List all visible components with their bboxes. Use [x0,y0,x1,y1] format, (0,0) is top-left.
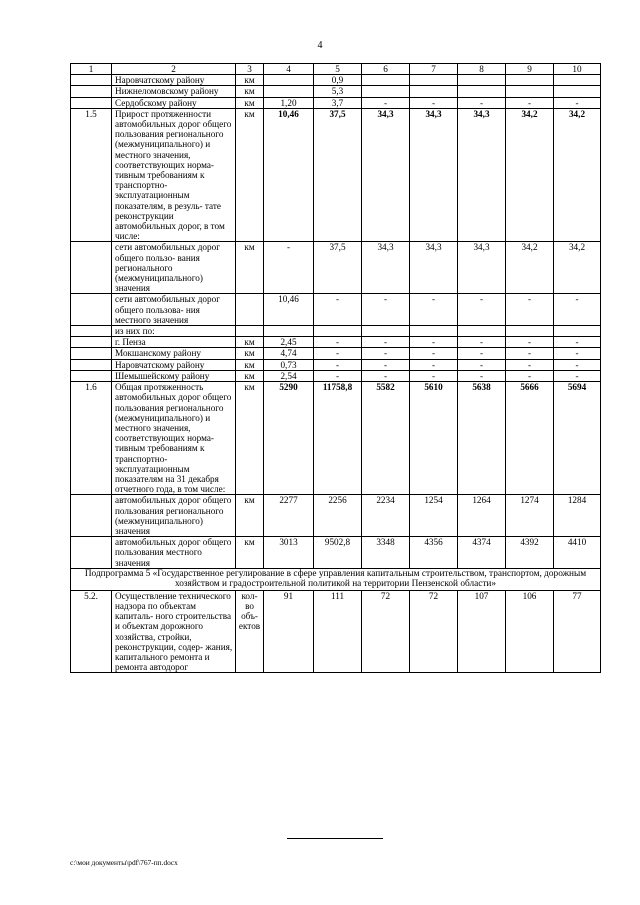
row-number [71,359,112,370]
value-cell: 34,3 [362,108,410,242]
value-cell: - [410,359,458,370]
value-cell [506,75,554,86]
column-number: 5 [314,64,362,75]
indicator-name: Наровчатскому району [112,75,236,86]
table-row [71,590,601,673]
column-number: 3 [236,64,264,75]
value-cell: - [554,370,601,381]
table-row [71,537,601,569]
value-cell: - [554,348,601,359]
value-cell: 37,5 [314,242,362,294]
column-number: 4 [264,64,314,75]
value-cell: 91 [264,590,314,673]
page-number: 4 [317,40,323,51]
row-number [71,242,112,294]
indicator-name: автомобильных дорог общего пользования местного значения [112,537,236,569]
value-cell: - [314,370,362,381]
value-cell: 37,5 [314,108,362,242]
value-cell: 34,3 [458,108,506,242]
value-cell: 1284 [554,495,601,537]
value-cell: - [458,370,506,381]
unit-cell: км [236,86,264,97]
value-cell: - [506,370,554,381]
column-number: 1 [71,64,112,75]
row-number [71,326,112,337]
value-cell: 9502,8 [314,537,362,569]
value-cell [458,86,506,97]
value-cell [554,75,601,86]
value-cell: 34,3 [458,242,506,294]
value-cell: 2,45 [264,337,314,348]
value-cell: 4392 [506,537,554,569]
column-number: 2 [112,64,236,75]
row-number [71,348,112,359]
value-cell: - [410,97,458,108]
value-cell: - [410,294,458,326]
value-cell: 5666 [506,382,554,495]
value-cell [362,75,410,86]
value-cell: 111 [314,590,362,673]
indicator-name: Общая протяженность автомобильных дорог общего пользования регионального (межмуниципального) и местного значения, соответствующих норма- тивным требованиям к транспортно- эксплуатационным показателям на 31 декабря отчетного года, в том числе: [112,382,236,495]
value-cell [362,86,410,97]
table-row [71,294,601,326]
value-cell [506,326,554,337]
indicator-name: сети автомобильных дорог общего пользо- вания регионального (межмуниципального) значения [112,242,236,294]
table-row [71,337,601,348]
value-cell: - [458,348,506,359]
value-cell: - [506,348,554,359]
row-number [71,537,112,569]
column-number-row [71,64,601,75]
value-cell: - [458,337,506,348]
indicator-name: г. Пенза [112,337,236,348]
value-cell [410,75,458,86]
value-cell [458,75,506,86]
value-cell: 10,46 [264,108,314,242]
row-number: 1.5 [71,108,112,242]
indicator-name: Мокшанскому району [112,348,236,359]
indicator-name: Осуществление технического надзора по объектам капиталь- ного строительства и объектам дорожного хозяйства, стройки, реконструкции, содер- жания, капитального ремонта и ремонта автодорог [112,590,236,673]
value-cell [554,326,601,337]
value-cell: - [362,348,410,359]
indicator-name: Нижнеломовскому району [112,86,236,97]
indicator-name: Прирост протяженности автомобильных дорог общего пользования регионального (межмуниципального) и местного значения, соответствующих норма- тивным требованиям к транспортно- эксплуатационным показателям, в резуль- тате реконструкции автомобильных дорог, в том числе: [112,108,236,242]
subprogram-row [71,568,601,590]
value-cell: - [506,294,554,326]
value-cell: 4374 [458,537,506,569]
value-cell: 106 [506,590,554,673]
value-cell [264,326,314,337]
table-row [71,242,601,294]
value-cell [410,326,458,337]
value-cell [506,86,554,97]
indicator-name: сети автомобильных дорог общего пользова- ния местного значения [112,294,236,326]
value-cell: 5610 [410,382,458,495]
value-cell [458,326,506,337]
row-number [71,337,112,348]
value-cell: 4410 [554,537,601,569]
value-cell: 1264 [458,495,506,537]
value-cell: 0,9 [314,75,362,86]
value-cell: - [314,359,362,370]
row-number [71,97,112,108]
value-cell: - [314,294,362,326]
value-cell: 34,3 [410,242,458,294]
row-number [71,75,112,86]
table-row [71,348,601,359]
indicator-name: автомобильных дорог общего пользования регионального (межмуниципального) значения [112,495,236,537]
value-cell: 5,3 [314,86,362,97]
value-cell: 34,3 [410,108,458,242]
table-row [71,382,601,495]
value-cell: - [506,359,554,370]
value-cell: 5290 [264,382,314,495]
value-cell: - [410,337,458,348]
value-cell [264,75,314,86]
indicator-name: Наровчатскому району [112,359,236,370]
value-cell: 3,7 [314,97,362,108]
value-cell: 34,2 [506,108,554,242]
table-row [71,359,601,370]
value-cell: 2234 [362,495,410,537]
value-cell [362,326,410,337]
indicator-name: Шемышейскому району [112,370,236,381]
value-cell: - [362,370,410,381]
row-number: 1.6 [71,382,112,495]
value-cell: 3013 [264,537,314,569]
unit-cell [236,326,264,337]
unit-cell: км [236,242,264,294]
value-cell: 2256 [314,495,362,537]
unit-cell: км [236,382,264,495]
value-cell: - [554,337,601,348]
value-cell: 1254 [410,495,458,537]
indicators-table [70,63,601,673]
value-cell: - [554,294,601,326]
value-cell: 10,46 [264,294,314,326]
unit-cell: км [236,370,264,381]
unit-cell: км [236,97,264,108]
value-cell: - [314,348,362,359]
value-cell [314,326,362,337]
value-cell: 3348 [362,537,410,569]
column-number: 7 [410,64,458,75]
value-cell: - [458,97,506,108]
value-cell: - [506,97,554,108]
row-number [71,294,112,326]
value-cell: 5638 [458,382,506,495]
value-cell: 5694 [554,382,601,495]
value-cell: 2,54 [264,370,314,381]
unit-cell: км [236,359,264,370]
footnote-rule [287,838,383,839]
unit-cell: км [236,75,264,86]
value-cell: 107 [458,590,506,673]
table-row [71,370,601,381]
indicator-name: Сердобскому району [112,97,236,108]
row-number: 5.2. [71,590,112,673]
table-row [71,108,601,242]
unit-cell: км [236,537,264,569]
value-cell: - [362,337,410,348]
value-cell: - [314,337,362,348]
value-cell: 72 [362,590,410,673]
value-cell: - [458,359,506,370]
row-number [71,495,112,537]
value-cell: 4356 [410,537,458,569]
table-row [71,86,601,97]
column-number: 6 [362,64,410,75]
value-cell: - [554,97,601,108]
unit-cell [236,294,264,326]
unit-cell: км [236,348,264,359]
value-cell [410,86,458,97]
value-cell: - [410,370,458,381]
value-cell: - [264,242,314,294]
value-cell: 4,74 [264,348,314,359]
indicator-name: из них по: [112,326,236,337]
value-cell [554,86,601,97]
value-cell: - [362,294,410,326]
value-cell: 1,20 [264,97,314,108]
value-cell: - [362,359,410,370]
column-number: 9 [506,64,554,75]
unit-cell: кол- во объ- ектов [236,590,264,673]
value-cell: - [506,337,554,348]
subprogram-title: Подпрограмма 5 «Государственное регулирование в сфере управления капитальным строительством, транспортом, дорожным хозяйством и градостроительной политикой на территории Пензенской области» [71,568,601,590]
value-cell: - [410,348,458,359]
value-cell: 1274 [506,495,554,537]
value-cell: 5582 [362,382,410,495]
row-number [71,86,112,97]
value-cell: - [362,97,410,108]
value-cell: 34,2 [506,242,554,294]
column-number: 10 [554,64,601,75]
table-row [71,495,601,537]
value-cell: 2277 [264,495,314,537]
table-row [71,97,601,108]
value-cell: 34,3 [362,242,410,294]
table-row [71,75,601,86]
value-cell: 0,73 [264,359,314,370]
column-number: 8 [458,64,506,75]
value-cell: 72 [410,590,458,673]
value-cell: - [458,294,506,326]
unit-cell: км [236,337,264,348]
file-path-footer: c:\мои документы\pdf\767-пп.docx [70,858,178,867]
value-cell [264,86,314,97]
value-cell: 34,2 [554,108,601,242]
value-cell: - [554,359,601,370]
value-cell: 34,2 [554,242,601,294]
row-number [71,370,112,381]
value-cell: 77 [554,590,601,673]
unit-cell: км [236,108,264,242]
unit-cell: км [236,495,264,537]
value-cell: 11758,8 [314,382,362,495]
table-row [71,326,601,337]
